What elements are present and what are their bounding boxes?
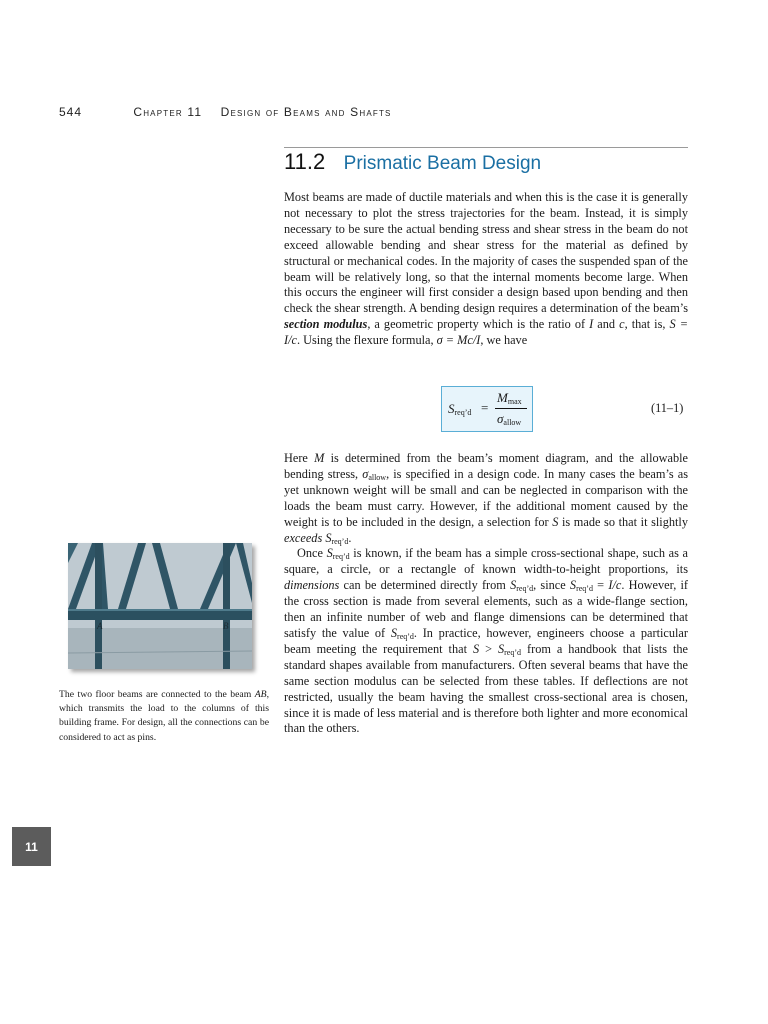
fraction-bar xyxy=(495,408,527,409)
chapter-label: Chapter 11 xyxy=(133,105,203,119)
point-a-label: A xyxy=(97,621,103,631)
term-section-modulus: section modulus xyxy=(284,317,368,332)
chapter-tab xyxy=(12,827,51,866)
steel-frame-drawing xyxy=(68,543,252,669)
body-paragraph-3: Once $S_{req’d}$ is known, if the beam has a simple cross-sectional shape, such as a square, a circle, or a rectangle of known width-to-height proportions, its dimensions can be determined directly from $S_{req’d}$, since $S_{req’d} = I/c$. However, if the cross section is made from several elements, such as a wide-flange section, then an infinite number of web and flange dimensions can be determined that satisfy the value of $S_{req’d}$. In practice, however, engineers choose a particular beam meeting the requirement that $S > S_{req’d}$ from a handbook that lists the standard shapes available from manufacturers. Often several beams that have the same section modulus can be selected from these tables. If deflections are not restricted, usually the beam having the smallest cross-sectional area is chosen, since it is made of less material and is therefore both lighter and more economical than the others. xyxy=(284,546,688,736)
section-heading xyxy=(284,149,541,175)
equation-equals: = xyxy=(481,400,489,415)
equation-number: (11–1) xyxy=(651,401,684,415)
section-number: 11.2 xyxy=(284,149,326,174)
chapter-tab-label: 11 xyxy=(25,839,38,854)
building-frame-photo xyxy=(68,543,252,669)
body-paragraph-2: Here M is determined from the beam’s moment diagram, and the allowable bending stress, $\sigma_{allow}$, is specified in a design code. In many cases the beam’s as yet unknown weight will be small and can be neglected in comparison with the loads the beam must carry. However, if the additional moment caused by the weight is to be included in the design, a selection for S is made so that it slightly exceeds $S_{req’d}$. Once $S_{req’d}$ is known, if the beam has a simple cross-sectional shape, such as a square, a circle, or a rectangle of known width-to-height proportions, its dimensions can be determined directly from $S_{req’d}$, since $S_{req’d} = I/c$. However, if the cross section is made from several elements, such as a wide-flange section, then an infinite number of web and flange dimensions can be determined that satisfy the value of $S_{req’d}$. In practice, however, engineers choose a particular beam meeting the requirement that $S > S_{req’d}$ from a handbook that lists the standard shapes available from manufacturers. Often several beams that have the same section modulus can be selected from these tables. If deflections are not restricted, usually the beam having the smallest cross-sectional area is chosen, since it is made of less material and is therefore both lighter and more economical than the others. xyxy=(284,451,688,736)
body-paragraph-1: Most beams are made of ductile materials and when this is the case it is generally not necessary to plot the stress trajectories for the beam. Instead, it is simply necessary to be sure the actual bending stress and shear stress in the beam do not exceed allowable bending and shear stress for the material as defined by structural or mechanical codes. In the majority of cases the suspended span of the beam will be relatively long, so that the internal moments become large. When this occurs the engineer will first consider a design based upon bending and then check the shear strength. A bending design requires a determination of the beam’s section modulus, a geometric property which is the ratio of I and c, that is, S = I/c. Using the flexure formula, σ = Mc/I, we have xyxy=(284,190,689,348)
figure-caption: The two floor beams are connected to the beam AB, which transmits the load to the columns of this building frame. For design, all the connections can be considered to act as pins. xyxy=(59,689,269,743)
point-b-label: B xyxy=(223,621,229,631)
equation-lhs: $S_{req’d}$ xyxy=(448,401,472,417)
page-number: 544 xyxy=(59,105,83,119)
section-rule xyxy=(284,147,688,148)
running-head xyxy=(59,105,392,119)
section-title: Prismatic Beam Design xyxy=(343,153,542,174)
chapter-title: Design of Beams and Shafts xyxy=(220,105,392,119)
equation-11-1 xyxy=(441,386,533,432)
equation-numerator: $M_{max}$ xyxy=(497,390,522,406)
equation-denominator: $\sigma_{allow}$ xyxy=(497,411,522,427)
